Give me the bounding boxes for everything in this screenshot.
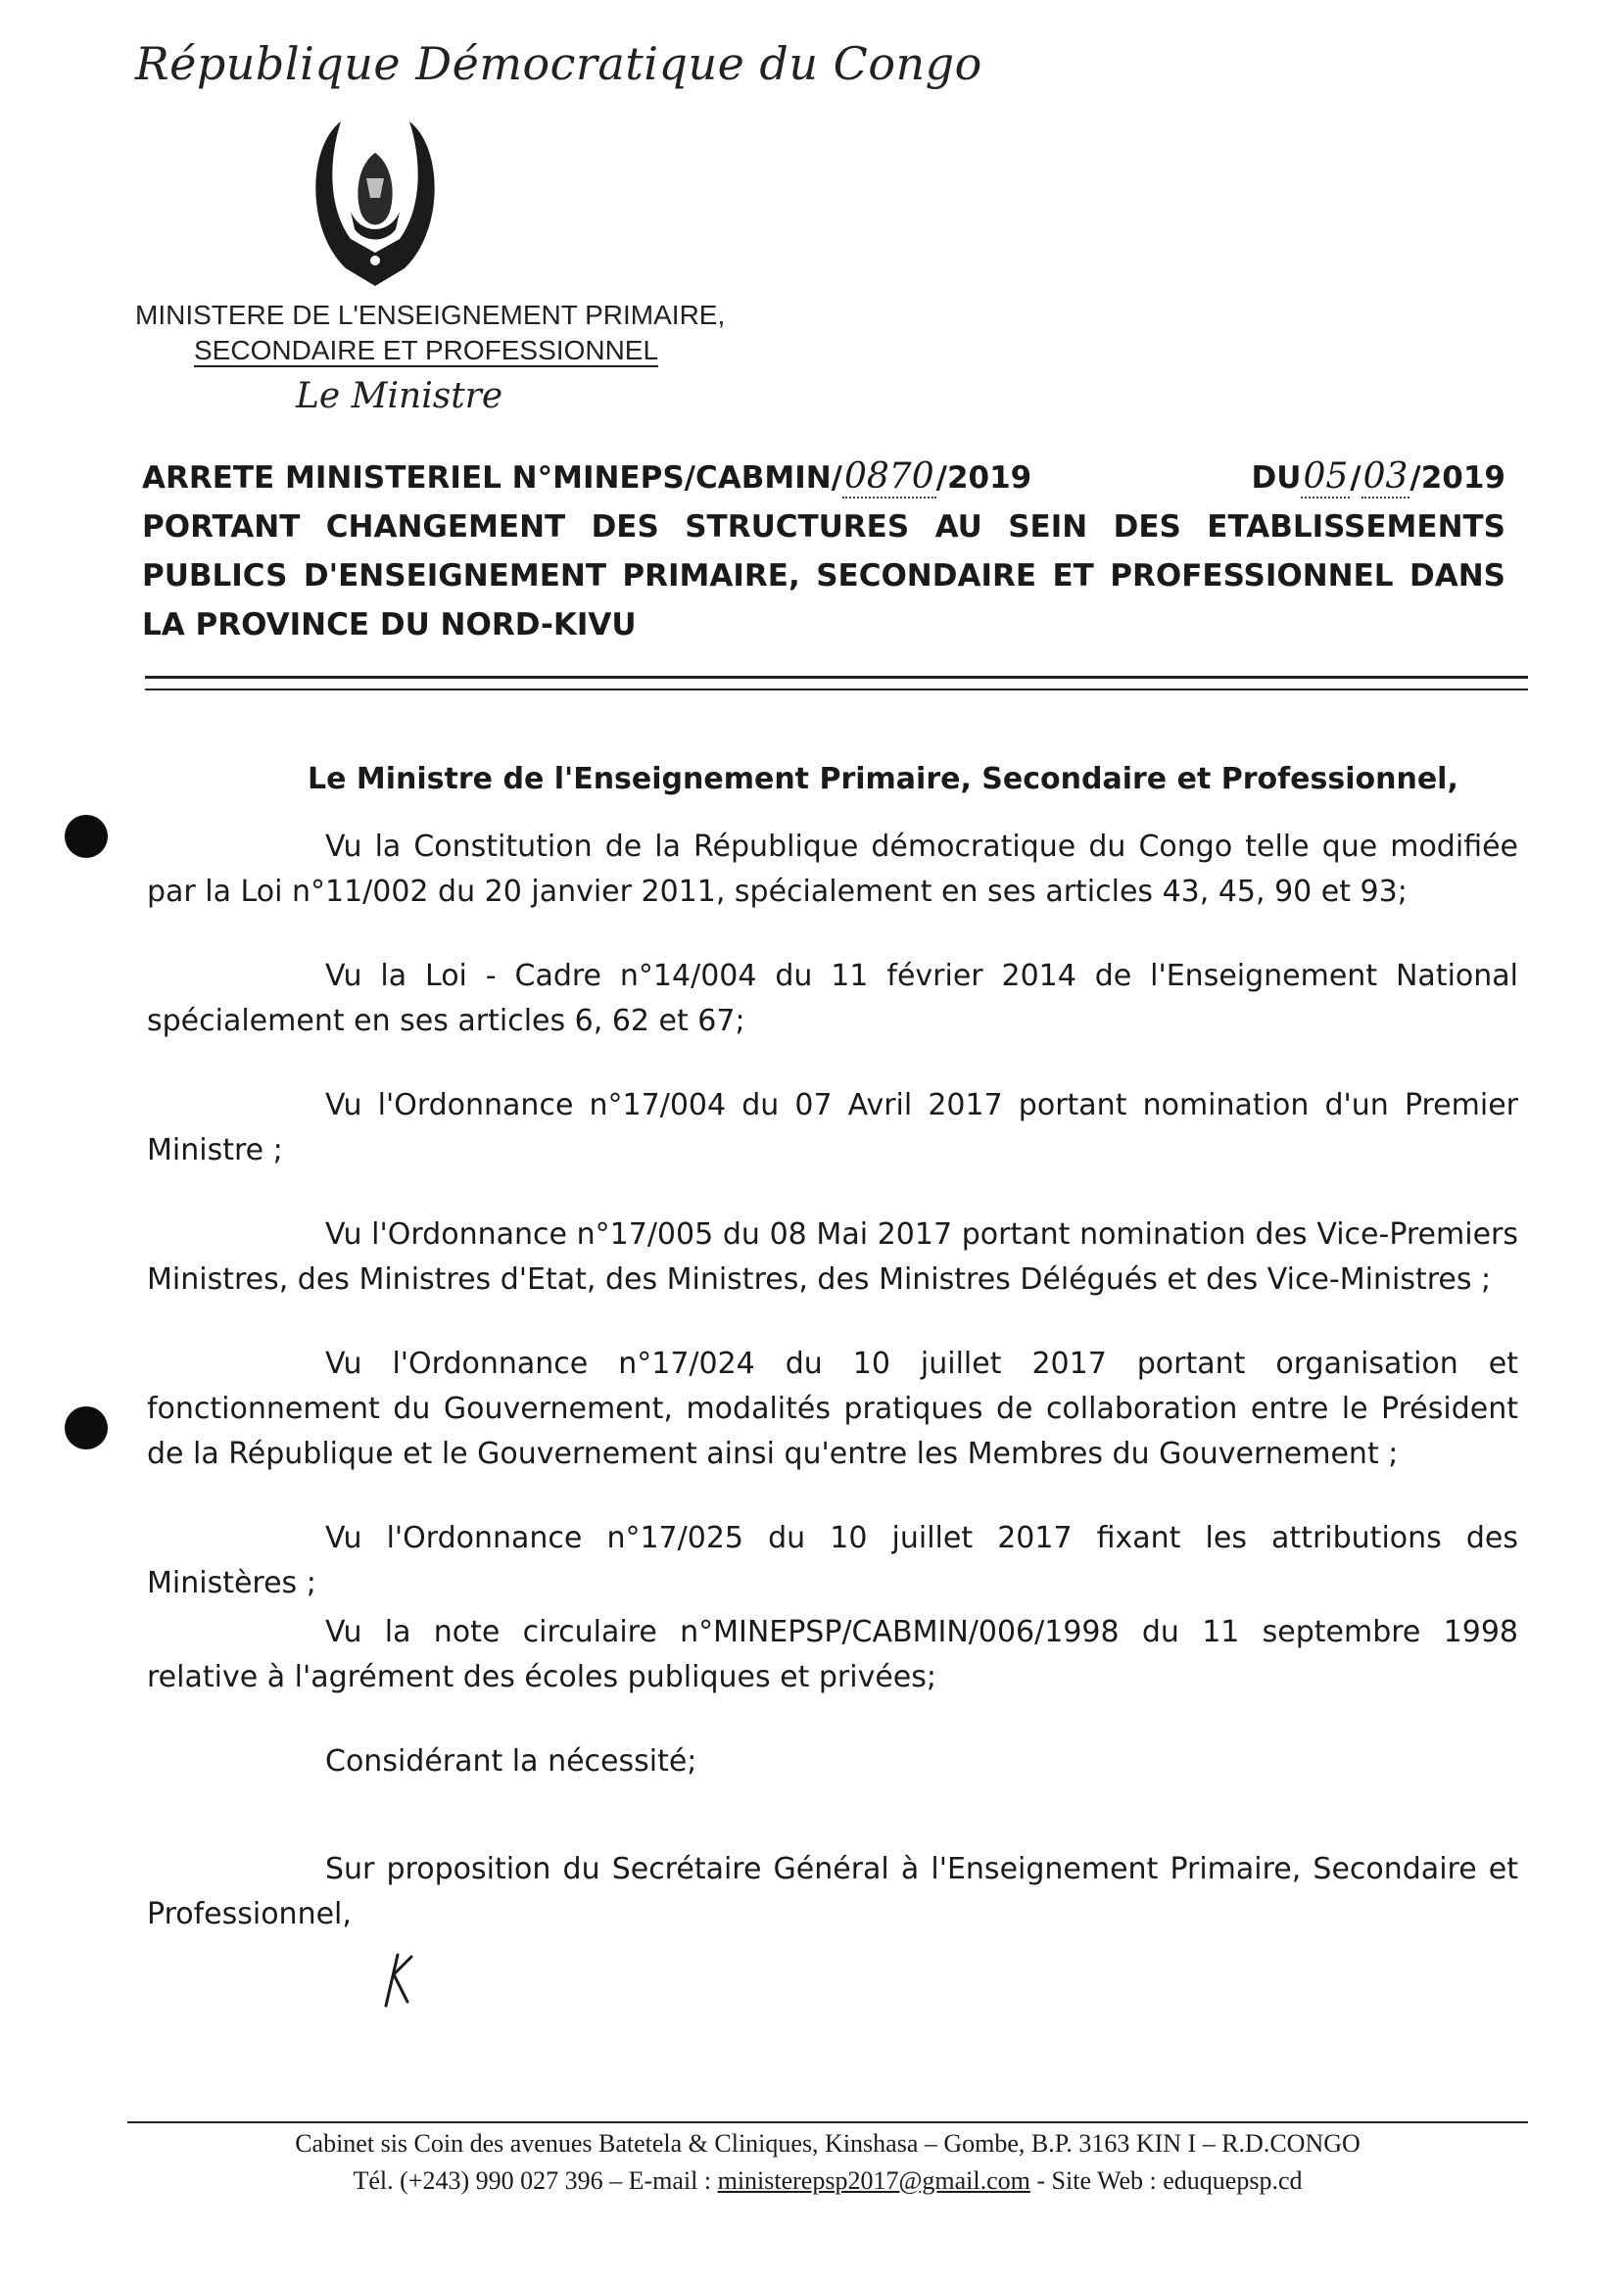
binder-hole-icon <box>65 815 108 858</box>
recital-ordonnance-17-024: Vu l'Ordonnance n°17/024 du 10 juillet 2017 portant organisation et fonctionnement du Gouvernement, modalités pratiques de collaboration entre le Président de la République et le Gouvernement ainsi qu'entre les Membres du Gouvernement ; <box>147 1347 1518 1471</box>
decree-date <box>1252 452 1505 502</box>
footer-address: Cabinet sis Coin des avenues Batetela & Cliniques, Kinshasa – Gombe, B.P. 3163 KIN I – R.D.CONGO <box>295 2129 1361 2158</box>
coat-of-arms-icon <box>302 114 449 290</box>
republic-heading: République Démocratique du Congo <box>135 37 982 90</box>
title-divider <box>145 676 1528 690</box>
decree-title-line-2: PORTANT CHANGEMENT DES STRUCTURES AU SEIN DES ETABLISSEMENTS <box>142 509 1505 545</box>
decree-body <box>147 825 1518 1976</box>
recital-ordonnance-17-004: Vu l'Ordonnance n°17/004 du 07 Avril 2017 portant nomination d'un Premier Ministre ; <box>147 1088 1518 1167</box>
decree-title-line-3: PUBLICS D'ENSEIGNEMENT PRIMAIRE, SECONDAIRE ET PROFESSIONNEL DANS <box>142 558 1505 594</box>
footer-telephone: Tél. (+243) 990 027 396 – E-mail : <box>353 2166 718 2195</box>
decree-reference-line <box>142 452 1505 502</box>
decree-reference <box>142 452 1031 502</box>
minister-title: Le Ministre de l'Enseignement Primaire, Secondaire et Professionnel, <box>308 762 1458 796</box>
minister-signature-heading: Le Ministre <box>296 376 503 416</box>
binder-hole-icon <box>65 1406 108 1449</box>
recital-proposition: Sur proposition du Secrétaire Général à l'Enseignement Primaire, Secondaire et Professionnel, <box>147 1852 1518 1931</box>
footer-email-link[interactable]: ministerepsp2017@gmail.com <box>717 2166 1030 2195</box>
footer-website: - Site Web : eduquepsp.cd <box>1029 2166 1303 2195</box>
decree-date-separator: / <box>1350 460 1361 496</box>
recital-considerant: Considérant la nécessité; <box>325 1744 697 1779</box>
footer-divider <box>127 2121 1528 2123</box>
decree-day: 05 <box>1303 456 1349 497</box>
decree-date-year: /2019 <box>1409 460 1505 496</box>
recital-note-circulaire: Vu la note circulaire n°MINEPSP/CABMIN/006/1998 du 11 septembre 1998 relative à l'agrément des écoles publiques et privées; <box>147 1615 1518 1694</box>
ministry-line-2: SECONDAIRE ET PROFESSIONNEL <box>194 335 659 365</box>
decree-number: 0870 <box>844 456 934 497</box>
ministry-heading <box>135 298 725 368</box>
decree-month: 03 <box>1362 456 1409 497</box>
decree-prefix: ARRETE MINISTERIEL N°MINEPS/CABMIN/ <box>142 460 842 496</box>
decree-year: /2019 <box>935 460 1032 496</box>
handwritten-initial-icon <box>378 1949 417 2008</box>
recital-loi-cadre: Vu la Loi - Cadre n°14/004 du 11 février 2014 de l'Enseignement National spécialement en ses articles 6, 62 et 67; <box>147 959 1518 1038</box>
decree-title-line-4: LA PROVINCE DU NORD-KIVU <box>142 607 637 642</box>
decree-title <box>142 452 1505 649</box>
recital-ordonnance-17-025: Vu l'Ordonnance n°17/025 du 10 juillet 2017 fixant les attributions des Ministères ; <box>147 1521 1518 1600</box>
ministry-line-1: MINISTERE DE L'ENSEIGNEMENT PRIMAIRE, <box>135 300 726 330</box>
recital-constitution: Vu la Constitution de la République démocratique du Congo telle que modifiée par la Loi n°11/002 du 20 janvier 2011, spécialement en ses articles 43, 45, 90 et 93; <box>147 830 1518 909</box>
footer <box>127 2125 1528 2200</box>
footer-contact <box>127 2162 1528 2200</box>
recital-ordonnance-17-005: Vu l'Ordonnance n°17/005 du 08 Mai 2017 portant nomination des Vice-Premiers Ministres, des Ministres d'Etat, des Ministres, des Ministres Délégués et des Vice-Ministres ; <box>147 1217 1518 1297</box>
decree-du-label: DU <box>1251 460 1302 496</box>
